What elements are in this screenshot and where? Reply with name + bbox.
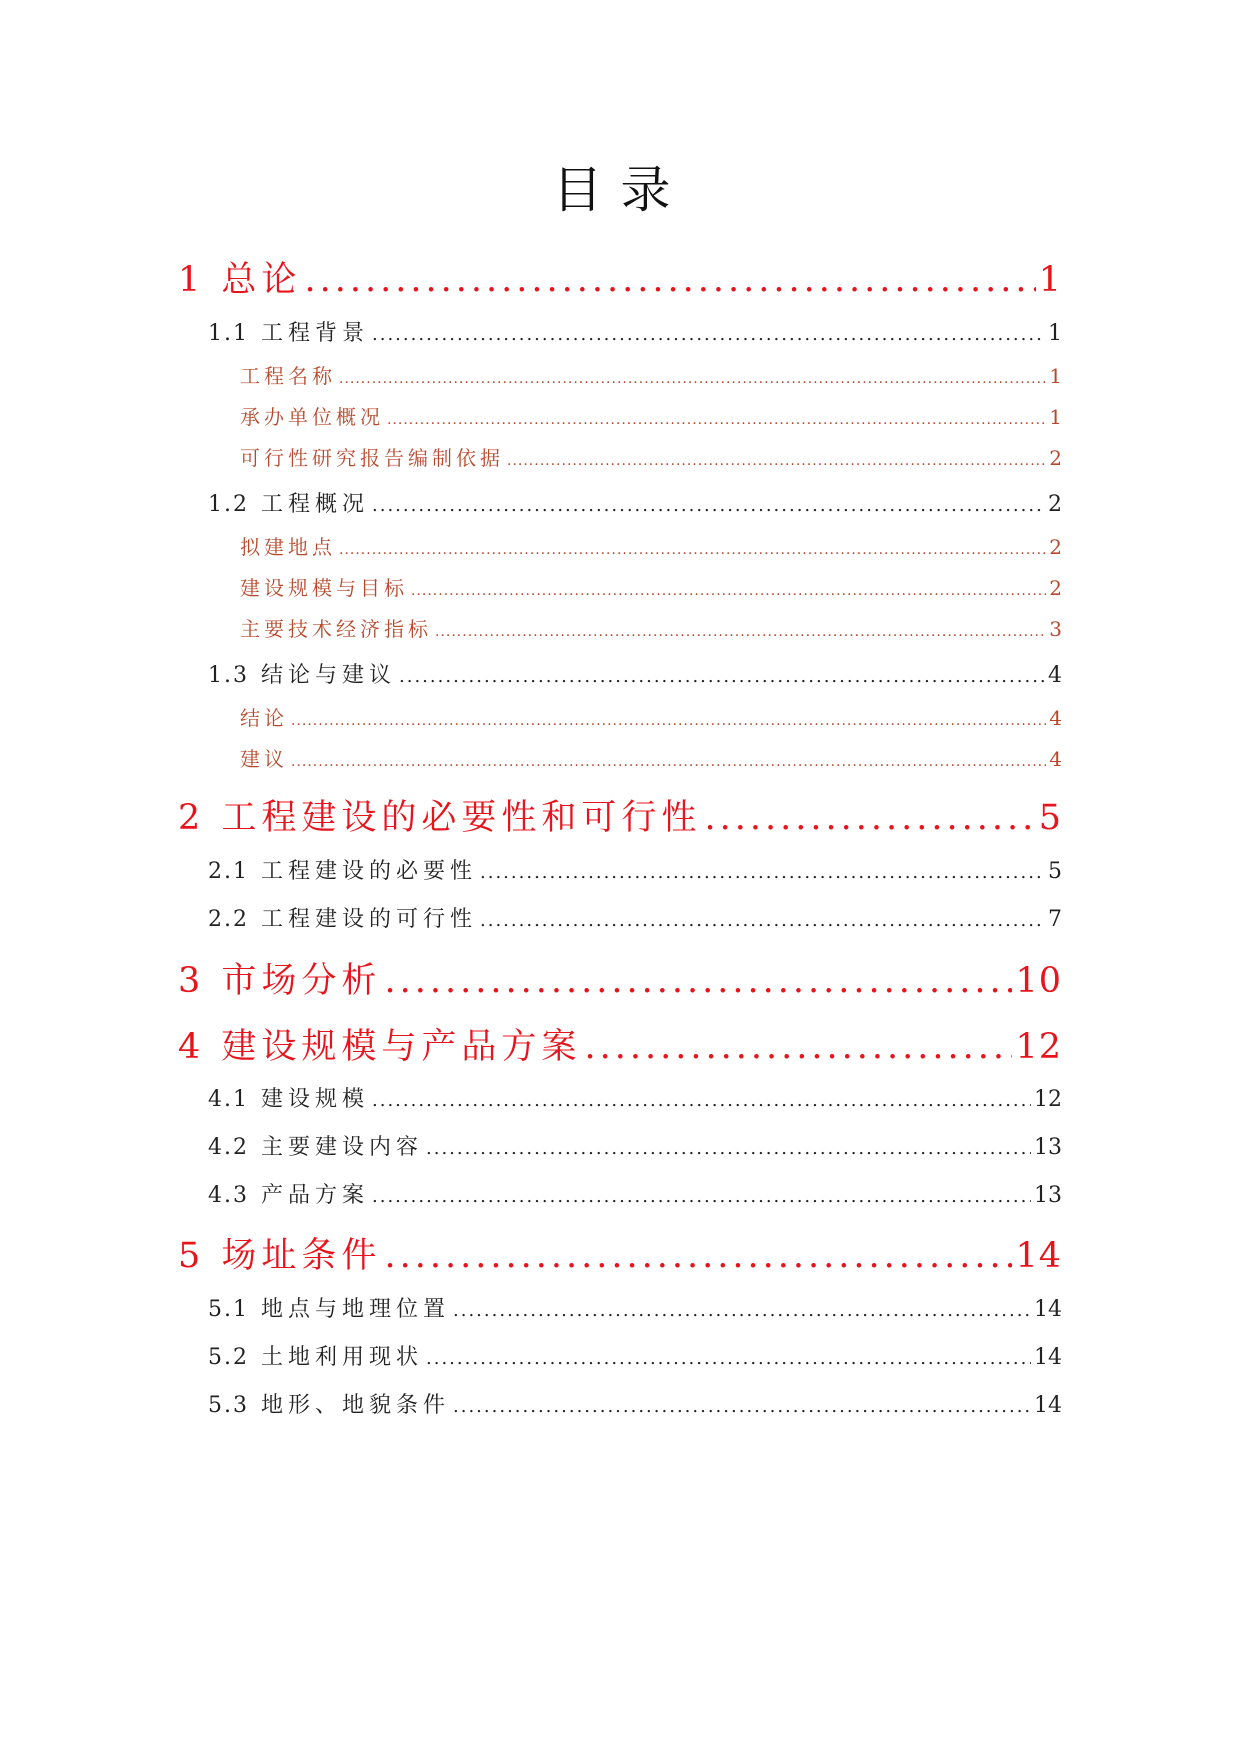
toc-page-number: 4: [1049, 706, 1062, 730]
toc-page-number: 5: [1048, 859, 1062, 884]
toc-page-number: 14: [1034, 1297, 1062, 1322]
dot-leader: [291, 754, 1046, 770]
toc-entry-label: [208, 1130, 423, 1161]
toc-entry-text: 建设规模与目标: [240, 576, 408, 600]
toc-entry-number: 1.1: [208, 321, 249, 346]
toc-entry-label: [208, 487, 369, 518]
toc-entry-text: 建设规模与产品方案: [221, 1027, 582, 1067]
toc-entry-label: [208, 1340, 423, 1371]
toc-entry-label: [208, 316, 369, 347]
dot-leader: [704, 798, 1035, 838]
toc-entry[interactable]: [178, 953, 1062, 1003]
dot-leader: [384, 1236, 1012, 1276]
toc-page-number: 14: [1015, 1236, 1062, 1276]
dot-leader: [426, 1138, 1031, 1159]
toc-entry[interactable]: [240, 360, 1062, 389]
toc-entry-text: 工程建设的必要性: [261, 859, 478, 884]
toc-entry-text: 场址条件: [221, 1236, 382, 1276]
toc-page-number: 1: [1048, 321, 1062, 346]
toc-entry-text: 工程名称: [240, 364, 336, 388]
toc-entry-number: 2.2: [208, 907, 249, 932]
dot-leader: [480, 910, 1045, 931]
toc-entry-label: [208, 1178, 369, 1209]
toc-page-number: 10: [1015, 961, 1062, 1001]
toc-entry-text: 工程背景: [261, 321, 370, 346]
toc-entry-text: 可行性研究报告编制依据: [240, 446, 504, 470]
dot-leader: [435, 624, 1046, 640]
toc-entry-text: 建议: [240, 747, 288, 771]
dot-leader: [372, 1090, 1031, 1111]
toc-page-number: 2: [1049, 446, 1062, 470]
dot-leader: [387, 412, 1046, 428]
toc-entry-text: 产品方案: [261, 1183, 370, 1208]
toc-entry[interactable]: [240, 702, 1062, 731]
toc-page-number: 12: [1015, 1027, 1062, 1067]
toc-page-number: 7: [1048, 907, 1062, 932]
toc-entry-number: 5.1: [208, 1297, 249, 1322]
dot-leader: [291, 713, 1046, 729]
toc-entry[interactable]: [240, 613, 1062, 642]
toc-entry-label: [208, 1082, 369, 1113]
toc-entry-label: [178, 252, 301, 302]
toc-entry-text: 结论与建议: [261, 663, 397, 688]
toc-page-number: 2: [1049, 535, 1062, 559]
toc-entry[interactable]: [240, 401, 1062, 430]
toc-entry-number: 3: [178, 961, 206, 1001]
toc-page-number: 13: [1034, 1135, 1062, 1160]
toc-entry-number: 2.1: [208, 859, 249, 884]
toc-entry[interactable]: [208, 1388, 1062, 1419]
toc-entry[interactable]: [208, 1178, 1062, 1209]
toc-page-number: 12: [1034, 1087, 1062, 1112]
toc-entry-text: 工程概况: [261, 492, 370, 517]
toc-page-number: 1: [1049, 364, 1062, 388]
dot-leader: [339, 542, 1046, 558]
toc-entry-text: 拟建地点: [240, 535, 336, 559]
toc-entry-text: 市场分析: [221, 961, 382, 1001]
toc-page-number: 4: [1049, 747, 1062, 771]
toc-entry-text: 土地利用现状: [261, 1345, 424, 1370]
toc-entry-text: 主要技术经济指标: [240, 617, 432, 641]
toc-entry-label: [208, 902, 477, 933]
toc-page-number: 14: [1034, 1345, 1062, 1370]
toc-entry-number: 1.2: [208, 492, 249, 517]
toc-entry-text: 地点与地理位置: [261, 1297, 451, 1322]
dot-leader: [399, 666, 1045, 687]
dot-leader: [339, 371, 1046, 387]
toc-entry-number: 4.1: [208, 1087, 249, 1112]
dot-leader: [372, 324, 1045, 345]
toc-entry-number: 4: [178, 1027, 206, 1067]
toc-entry[interactable]: [208, 1082, 1062, 1113]
toc-entry[interactable]: [240, 531, 1062, 560]
toc-entry[interactable]: [178, 1228, 1062, 1278]
toc-entry-text: 主要建设内容: [261, 1135, 424, 1160]
toc-page-number: 3: [1049, 617, 1062, 641]
toc-entry-label: [208, 854, 477, 885]
toc-page-number: 1: [1038, 260, 1062, 300]
toc-entry[interactable]: [240, 442, 1062, 471]
toc-entry-text: 总论: [221, 260, 302, 300]
toc-entry-label: [208, 1292, 450, 1323]
toc-entry-number: 5.3: [208, 1393, 249, 1418]
toc-entry-text: 地形、地貌条件: [261, 1393, 451, 1418]
toc-page-number: 5: [1038, 798, 1062, 838]
toc-entry[interactable]: [208, 854, 1062, 885]
toc-entry[interactable]: [208, 1130, 1062, 1161]
toc-entry-text: 工程建设的可行性: [261, 907, 478, 932]
toc-entry-label: [178, 953, 381, 1003]
toc-entry-label: [208, 658, 396, 689]
toc-entry-label: [208, 1388, 450, 1419]
toc-page-number: 4: [1048, 663, 1062, 688]
toc-page-number: 14: [1034, 1393, 1062, 1418]
toc-entry[interactable]: [178, 1019, 1062, 1069]
dot-leader: [480, 862, 1045, 883]
dot-leader: [453, 1300, 1031, 1321]
toc-entry-number: 4.3: [208, 1183, 249, 1208]
dot-leader: [384, 961, 1012, 1001]
dot-leader: [426, 1348, 1031, 1369]
toc-entry[interactable]: [178, 252, 1062, 302]
toc-page-number: 13: [1034, 1183, 1062, 1208]
toc-entry-number: 4.2: [208, 1135, 249, 1160]
toc-entry-text: 工程建设的必要性和可行性: [221, 798, 702, 838]
toc-entry-number: 5: [178, 1236, 206, 1276]
dot-leader: [304, 260, 1035, 300]
dot-leader: [584, 1027, 1012, 1067]
toc-page-number: 2: [1048, 492, 1062, 517]
dot-leader: [372, 1186, 1031, 1207]
dot-leader: [507, 453, 1046, 469]
toc-entry[interactable]: [208, 1292, 1062, 1323]
toc-entry-label: [178, 1019, 581, 1069]
toc-entry-label: [178, 1228, 381, 1278]
toc-entry[interactable]: [240, 743, 1062, 772]
toc-entry-number: 5.2: [208, 1345, 249, 1370]
toc-entry[interactable]: [208, 902, 1062, 933]
toc-page-number: 1: [1049, 405, 1062, 429]
toc-entry-text: 承办单位概况: [240, 405, 384, 429]
toc-entry[interactable]: [208, 658, 1062, 689]
dot-leader: [453, 1396, 1031, 1417]
toc-entry-number: 1: [178, 260, 206, 300]
page-title: 目录: [552, 161, 689, 219]
toc-entry[interactable]: [208, 316, 1062, 347]
toc-entry-text: 建设规模: [261, 1087, 370, 1112]
toc-entry-number: 2: [178, 798, 206, 838]
toc-entry-label: [178, 790, 701, 840]
toc-page-number: 2: [1049, 576, 1062, 600]
toc-entry[interactable]: [240, 572, 1062, 601]
toc-entry[interactable]: [208, 1340, 1062, 1371]
toc-entry-number: 1.3: [208, 663, 249, 688]
toc-entry[interactable]: [208, 487, 1062, 518]
dot-leader: [372, 495, 1045, 516]
dot-leader: [411, 583, 1046, 599]
toc-entry-text: 结论: [240, 706, 288, 730]
toc-entry[interactable]: [178, 790, 1062, 840]
